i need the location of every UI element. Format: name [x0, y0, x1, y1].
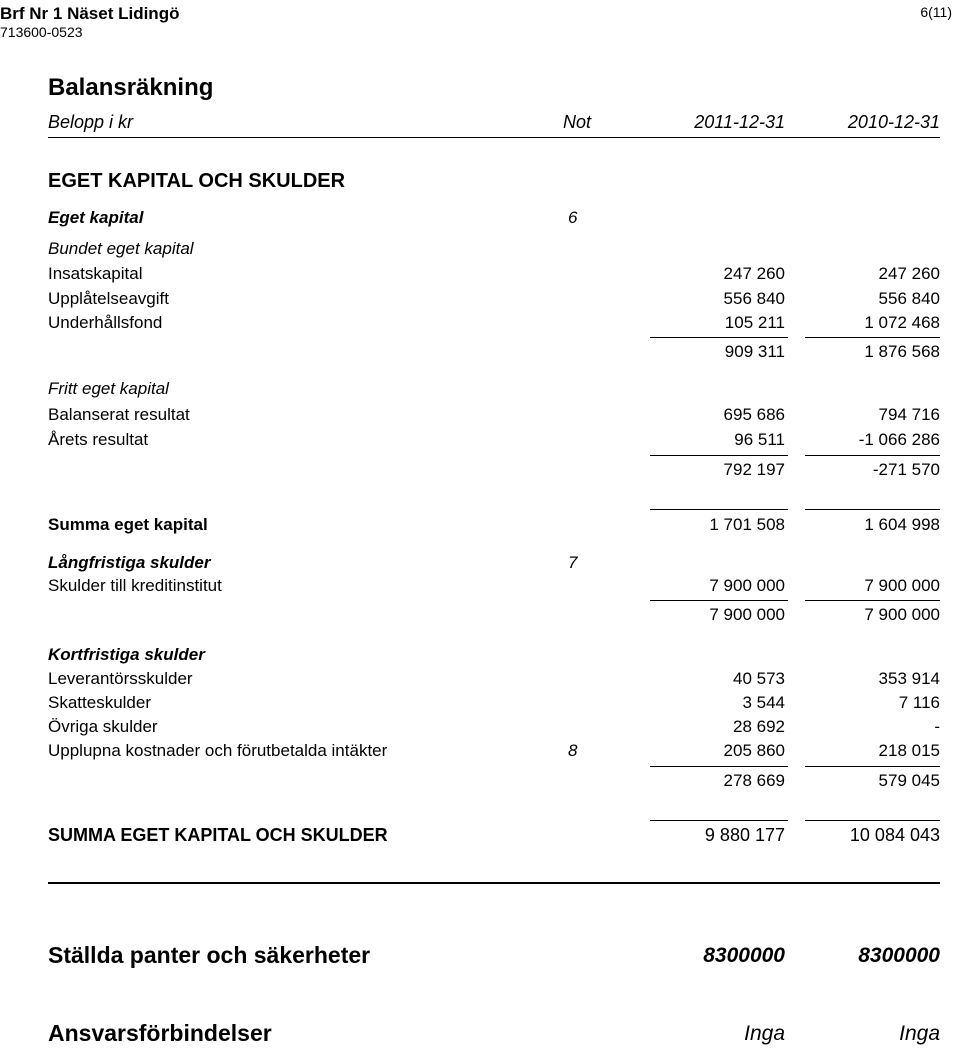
eget-kapital-heading-row — [48, 208, 940, 232]
section-divider — [48, 882, 940, 884]
summa-total-rule — [650, 820, 788, 821]
section-title: EGET KAPITAL OCH SKULDER — [48, 170, 346, 192]
table-row: Skatteskulder 3 544 7 116 — [48, 693, 940, 712]
table-row: Underhållsfond 105 211 1 072 468 — [48, 313, 940, 332]
stallda-panter-row: Ställda panter och säkerheter 8300000 8300000 — [48, 942, 940, 968]
table-row: Upplupna kostnader och förutbetalda intäkter 8 205 860 218 015 — [48, 741, 940, 760]
subtotal-rule — [650, 600, 788, 601]
page-title: Balansräkning — [48, 74, 214, 101]
subtotal-rule — [805, 337, 940, 338]
subtotal-row: 278 669 579 045 — [723, 771, 940, 790]
table-row: Insatskapital 247 260 247 260 — [48, 264, 940, 283]
summa-rule — [805, 509, 940, 510]
column-header-amount: Belopp i kr — [48, 112, 134, 132]
langfristiga-heading: Långfristiga skulder — [48, 553, 211, 572]
langfristiga-note: 7 — [568, 553, 578, 572]
column-header-note: Not — [563, 112, 592, 132]
ansvarsforbindelser-row: Ansvarsförbindelser Inga Inga — [48, 1020, 940, 1046]
header-divider — [48, 137, 940, 138]
subtotal-rule — [650, 766, 788, 767]
subtotal-rule — [650, 337, 788, 338]
subtotal-row: 909 311 1 876 568 — [724, 342, 940, 361]
subtotal-rule — [805, 766, 940, 767]
kortfristiga-heading: Kortfristiga skulder — [48, 645, 205, 664]
eget-kapital-note: 6 — [568, 208, 578, 227]
table-row: Leverantörsskulder 40 573 353 914 — [48, 669, 940, 688]
langfristiga-heading-row — [48, 553, 940, 577]
bundet-heading: Bundet eget kapital — [48, 239, 194, 258]
table-row: Övriga skulder 28 692 - — [48, 717, 940, 736]
kortfristiga-heading-row — [48, 645, 940, 669]
summa-eget-kapital-row: Summa eget kapital 1 701 508 1 604 998 — [48, 515, 940, 534]
page-number: 6(11) — [920, 4, 952, 20]
eget-kapital-heading: Eget kapital — [48, 208, 144, 227]
org-number: 713600-0523 — [0, 24, 83, 40]
table-row: Skulder till kreditinstitut 7 900 000 7 900 000 — [48, 576, 940, 595]
table-row: Årets resultat 96 511 -1 066 286 — [48, 430, 940, 449]
subtotal-rule — [650, 455, 788, 456]
summa-total-row: SUMMA EGET KAPITAL OCH SKULDER 9 880 177 10 084 043 — [48, 825, 940, 845]
subtotal-row: 7 900 000 7 900 000 — [709, 605, 940, 624]
column-header-year2: 2010-12-31 — [847, 112, 940, 132]
column-header-year1: 2011-12-31 — [694, 112, 785, 132]
subtotal-rule — [805, 600, 940, 601]
fritt-heading-row — [48, 379, 940, 403]
table-row: Upplåtelseavgift 556 840 556 840 — [48, 289, 940, 308]
bundet-heading-row — [48, 239, 940, 263]
subtotal-rule — [805, 455, 940, 456]
table-row: Balanserat resultat 695 686 794 716 — [48, 405, 940, 424]
fritt-heading: Fritt eget kapital — [48, 379, 169, 398]
company-name: Brf Nr 1 Näset Lidingö — [0, 4, 180, 23]
summa-total-rule — [805, 820, 940, 821]
subtotal-row: 792 197 -271 570 — [723, 460, 940, 479]
summa-rule — [650, 509, 788, 510]
